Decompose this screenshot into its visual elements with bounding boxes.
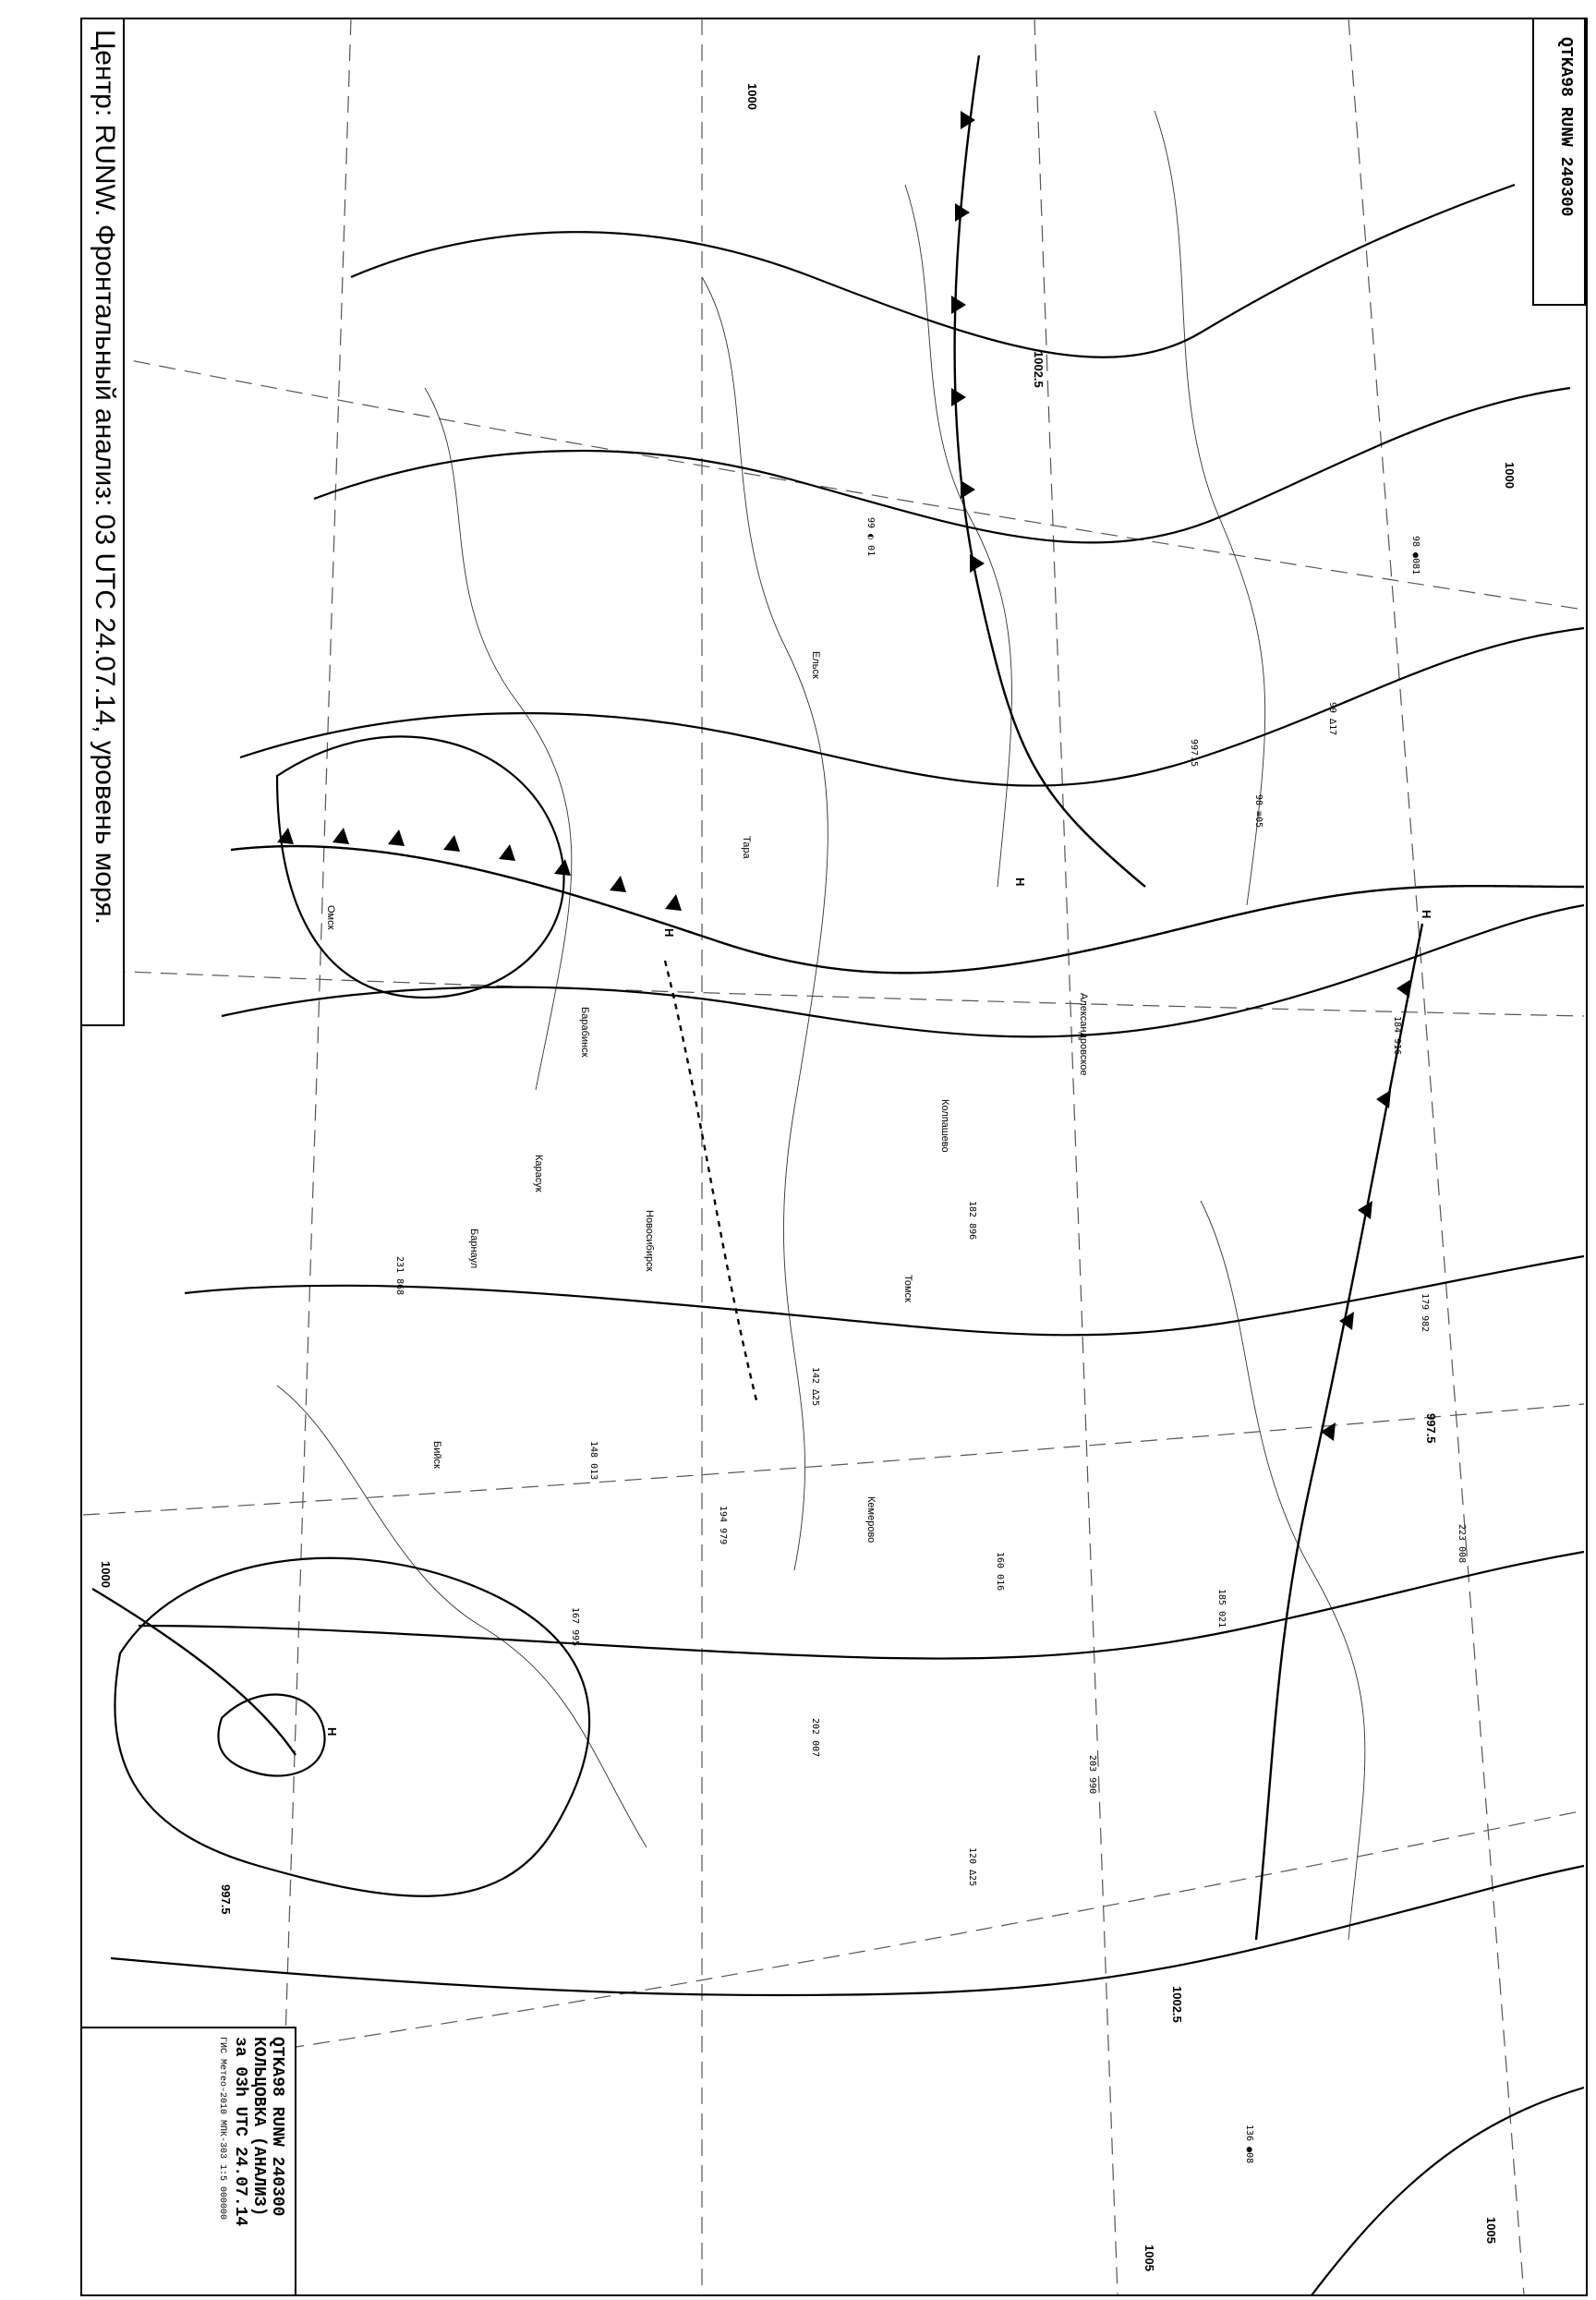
city-label: Барнаул bbox=[468, 1229, 479, 1269]
city-label: Барабинск bbox=[579, 1007, 590, 1058]
city-labels bbox=[325, 651, 1089, 1543]
low-center: Н bbox=[325, 1727, 339, 1737]
stationary-front bbox=[92, 1589, 296, 1755]
low-center: Н bbox=[1420, 910, 1433, 919]
isobar-labels bbox=[99, 83, 1517, 2271]
city-label: Карасук bbox=[533, 1155, 544, 1192]
station-plot: 167 995 bbox=[570, 1607, 580, 1647]
low-center: Н bbox=[1013, 878, 1027, 887]
pressure-centers bbox=[325, 878, 1433, 1736]
chart-stamp bbox=[217, 2037, 286, 2226]
city-label: Александровское bbox=[1078, 993, 1089, 1076]
station-plot: 98 ≡05 bbox=[1253, 794, 1264, 829]
city-label: Колпашево bbox=[939, 1099, 950, 1153]
station-plot: 142 ∆25 bbox=[810, 1367, 820, 1407]
station-plot: 99 ◐ 01 bbox=[865, 517, 876, 557]
city-label: Омск bbox=[325, 905, 336, 930]
stamp-code: QTKA98 RUNW 240300 bbox=[268, 2037, 286, 2217]
isobar-label: 1002.5 bbox=[1032, 351, 1046, 388]
station-plot: 136 ●08 bbox=[1244, 2124, 1254, 2164]
isobar-label: 1000 bbox=[1503, 462, 1517, 489]
isobars bbox=[111, 185, 1584, 2295]
stamp-name: КОЛЬЦОВКА (АНАЛИЗ) bbox=[249, 2037, 268, 2217]
occluded-front bbox=[955, 55, 1145, 887]
city-label: Кемерово bbox=[865, 1496, 877, 1543]
cold-front bbox=[231, 846, 1584, 973]
low-center: Н bbox=[662, 928, 676, 938]
graticule bbox=[83, 18, 1584, 2295]
stamp-credit: ГИС Метео-2010 МПК-303 1:5 000000 bbox=[217, 2037, 227, 2221]
bulletin-code: QTKA98 RUNW 240300 bbox=[1556, 37, 1575, 217]
station-plot: 98 ●081 bbox=[1410, 536, 1421, 575]
station-plot: 120 ∆25 bbox=[967, 1847, 977, 1887]
station-plot: 223 008 bbox=[1457, 1524, 1467, 1564]
station-plot: 997.5 bbox=[1189, 739, 1199, 768]
city-label: Тара bbox=[741, 836, 752, 859]
station-plot: 203 990 bbox=[1087, 1755, 1097, 1795]
isobar-label: 1005 bbox=[1484, 2217, 1498, 2244]
station-plot: 185 021 bbox=[1216, 1589, 1227, 1628]
isobar-label: 1002.5 bbox=[1170, 1986, 1184, 2023]
warm-front bbox=[1256, 924, 1422, 1940]
front-barbs bbox=[277, 111, 1411, 1441]
isobar-label: 1000 bbox=[99, 1561, 113, 1588]
map-title: Центр: RUNW. Фронтальный анализ: 03 UTC 24.07.14, уровень моря. bbox=[90, 30, 120, 925]
station-plot: 179 982 bbox=[1420, 1293, 1430, 1333]
station-plot: 99 ∆17 bbox=[1327, 702, 1337, 736]
station-plots bbox=[394, 517, 1467, 2163]
rivers bbox=[277, 111, 1365, 1940]
isobar-label: 997.5 bbox=[1424, 1413, 1438, 1444]
station-plot: 231 868 bbox=[394, 1256, 405, 1296]
city-label: Томск bbox=[902, 1275, 913, 1302]
isobar-label: 1005 bbox=[1143, 2245, 1156, 2271]
city-label: Новосибирск bbox=[644, 1210, 655, 1272]
stamp-valid-time: за 03h UTC 24.07.14 bbox=[231, 2037, 249, 2227]
trough bbox=[665, 961, 757, 1404]
station-plot: 184 916 bbox=[1392, 1016, 1402, 1056]
station-plot: 202 007 bbox=[810, 1718, 820, 1758]
station-plot: 160 016 bbox=[995, 1552, 1005, 1592]
city-label: Ельск bbox=[810, 651, 821, 679]
map-frame bbox=[81, 18, 1587, 2295]
station-plot: 148 013 bbox=[588, 1441, 598, 1481]
city-label: Бийск bbox=[431, 1441, 442, 1469]
station-plot: 182 896 bbox=[967, 1201, 977, 1241]
isobar-label: 1000 bbox=[745, 83, 759, 110]
station-plot: 194 979 bbox=[718, 1506, 728, 1545]
isobar-label: 997.5 bbox=[219, 1884, 233, 1915]
